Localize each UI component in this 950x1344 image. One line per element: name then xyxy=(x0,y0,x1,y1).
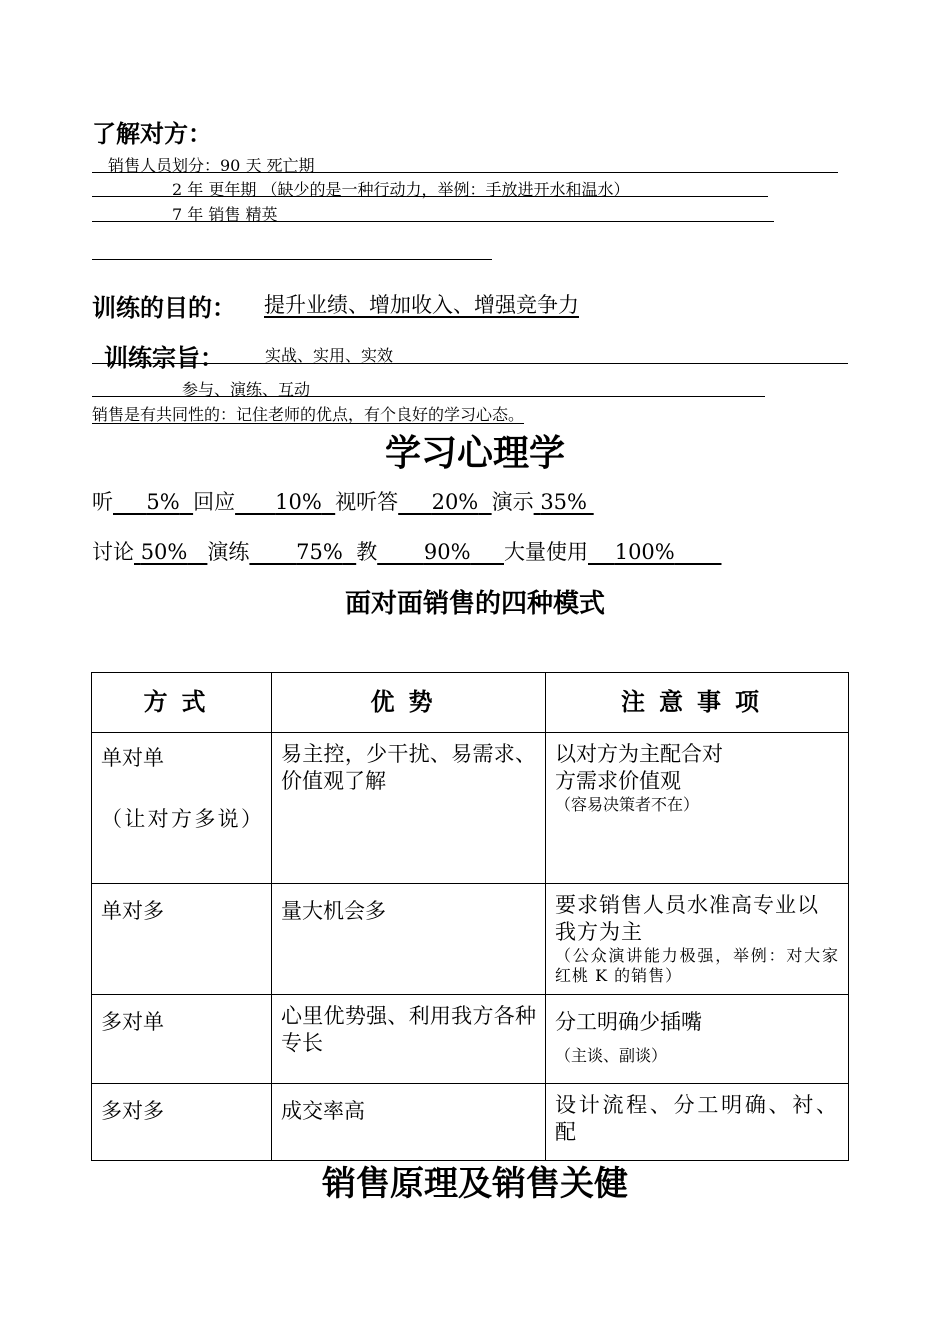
modes-table xyxy=(91,672,849,1161)
psychology-row-2 xyxy=(92,536,721,566)
notes-text: 要求销售人员水准高专业以我方为主 xyxy=(555,893,819,944)
psychology-label: 回应 xyxy=(193,490,236,514)
cell-notes: 设计流程、分工明确、衬、配 xyxy=(546,1084,849,1161)
notes-text: 以对方为主配合对方需求价值观 xyxy=(555,742,723,793)
training-purpose-value-2: 参与、演练、互动 xyxy=(182,380,311,399)
psychology-label: 视听答 xyxy=(335,490,399,514)
rule-line xyxy=(92,363,848,364)
rule-line xyxy=(92,259,492,260)
table-row xyxy=(92,884,849,995)
rule-line xyxy=(92,172,838,173)
know-other-line-3: 7 年 销售 精英 xyxy=(172,205,278,224)
table-header-row xyxy=(92,673,849,733)
cell-advantage: 成交率高 xyxy=(272,1084,546,1161)
training-purpose-note: 销售是有共同性的：记住老师的优点，有个良好的学习心态。 xyxy=(92,405,525,424)
cell-mode xyxy=(92,733,272,884)
psychology-value: 10% xyxy=(275,490,322,514)
notes-small: （容易决策者不在） xyxy=(555,795,700,814)
training-purpose-label: 训练宗旨： xyxy=(104,344,224,372)
psychology-value: 35% xyxy=(540,490,587,514)
psychology-label: 听 xyxy=(92,490,113,514)
cell-advantage: 心里优势强、利用我方各种专长 xyxy=(272,995,546,1084)
know-other-heading: 了解对方： xyxy=(92,120,212,148)
cell-advantage: 易主控，少干扰、易需求、价值观了解 xyxy=(272,733,546,884)
cell-mode: 单对多 xyxy=(92,884,272,995)
psychology-title: 学习心理学 xyxy=(384,433,565,474)
know-other-line-2: 2 年 更年期 （缺少的是一种行动力，举例：手放进开水和温水） xyxy=(172,180,630,199)
cell-notes xyxy=(546,884,849,995)
mode-label: 单对单 xyxy=(101,746,164,770)
rule-line xyxy=(92,221,774,222)
psychology-label: 演练 xyxy=(207,540,250,564)
cell-advantage: 量大机会多 xyxy=(272,884,546,995)
psychology-label: 讨论 xyxy=(92,540,134,564)
training-goal-value: 提升业绩、增加收入、增强竞争力 xyxy=(264,293,579,317)
notes-text: 分工明确少插嘴 xyxy=(555,1010,702,1034)
psychology-value: 90% xyxy=(423,540,471,564)
cell-mode: 多对单 xyxy=(92,995,272,1084)
table-row xyxy=(92,995,849,1084)
rule-line xyxy=(92,196,768,197)
training-purpose-value-1: 实战、实用、实效 xyxy=(265,346,394,365)
cell-notes xyxy=(546,995,849,1084)
header-mode: 方式 xyxy=(92,673,272,733)
know-other-line-1: 销售人员划分：90 天 死亡期 xyxy=(108,156,315,175)
psychology-label: 大量使用 xyxy=(504,540,588,564)
psychology-label: 教 xyxy=(356,540,378,564)
cell-mode: 多对多 xyxy=(92,1084,272,1161)
psychology-value: 75% xyxy=(296,540,343,564)
table-row xyxy=(92,1084,849,1161)
footer-title: 销售原理及销售关健 xyxy=(322,1164,628,1204)
psychology-value: 5% xyxy=(146,490,180,514)
cell-notes xyxy=(546,733,849,884)
table-row xyxy=(92,733,849,884)
notes-small: （主谈、副谈） xyxy=(555,1046,668,1065)
psychology-row-1 xyxy=(92,486,594,516)
header-notes: 注意事项 xyxy=(546,673,849,733)
notes-small: （公众演讲能力极强，举例：对大家红桃 K 的销售） xyxy=(555,946,839,985)
psychology-label: 演示 xyxy=(491,490,534,514)
training-goal-label: 训练的目的： xyxy=(92,294,236,322)
psychology-value: 20% xyxy=(431,490,479,514)
modes-title: 面对面销售的四种模式 xyxy=(344,589,605,619)
rule-line xyxy=(92,396,765,397)
header-advantage: 优势 xyxy=(272,673,546,733)
mode-note: （让对方多说） xyxy=(101,807,262,831)
psychology-value: 100% xyxy=(614,540,675,564)
psychology-value: 50% xyxy=(140,540,188,564)
